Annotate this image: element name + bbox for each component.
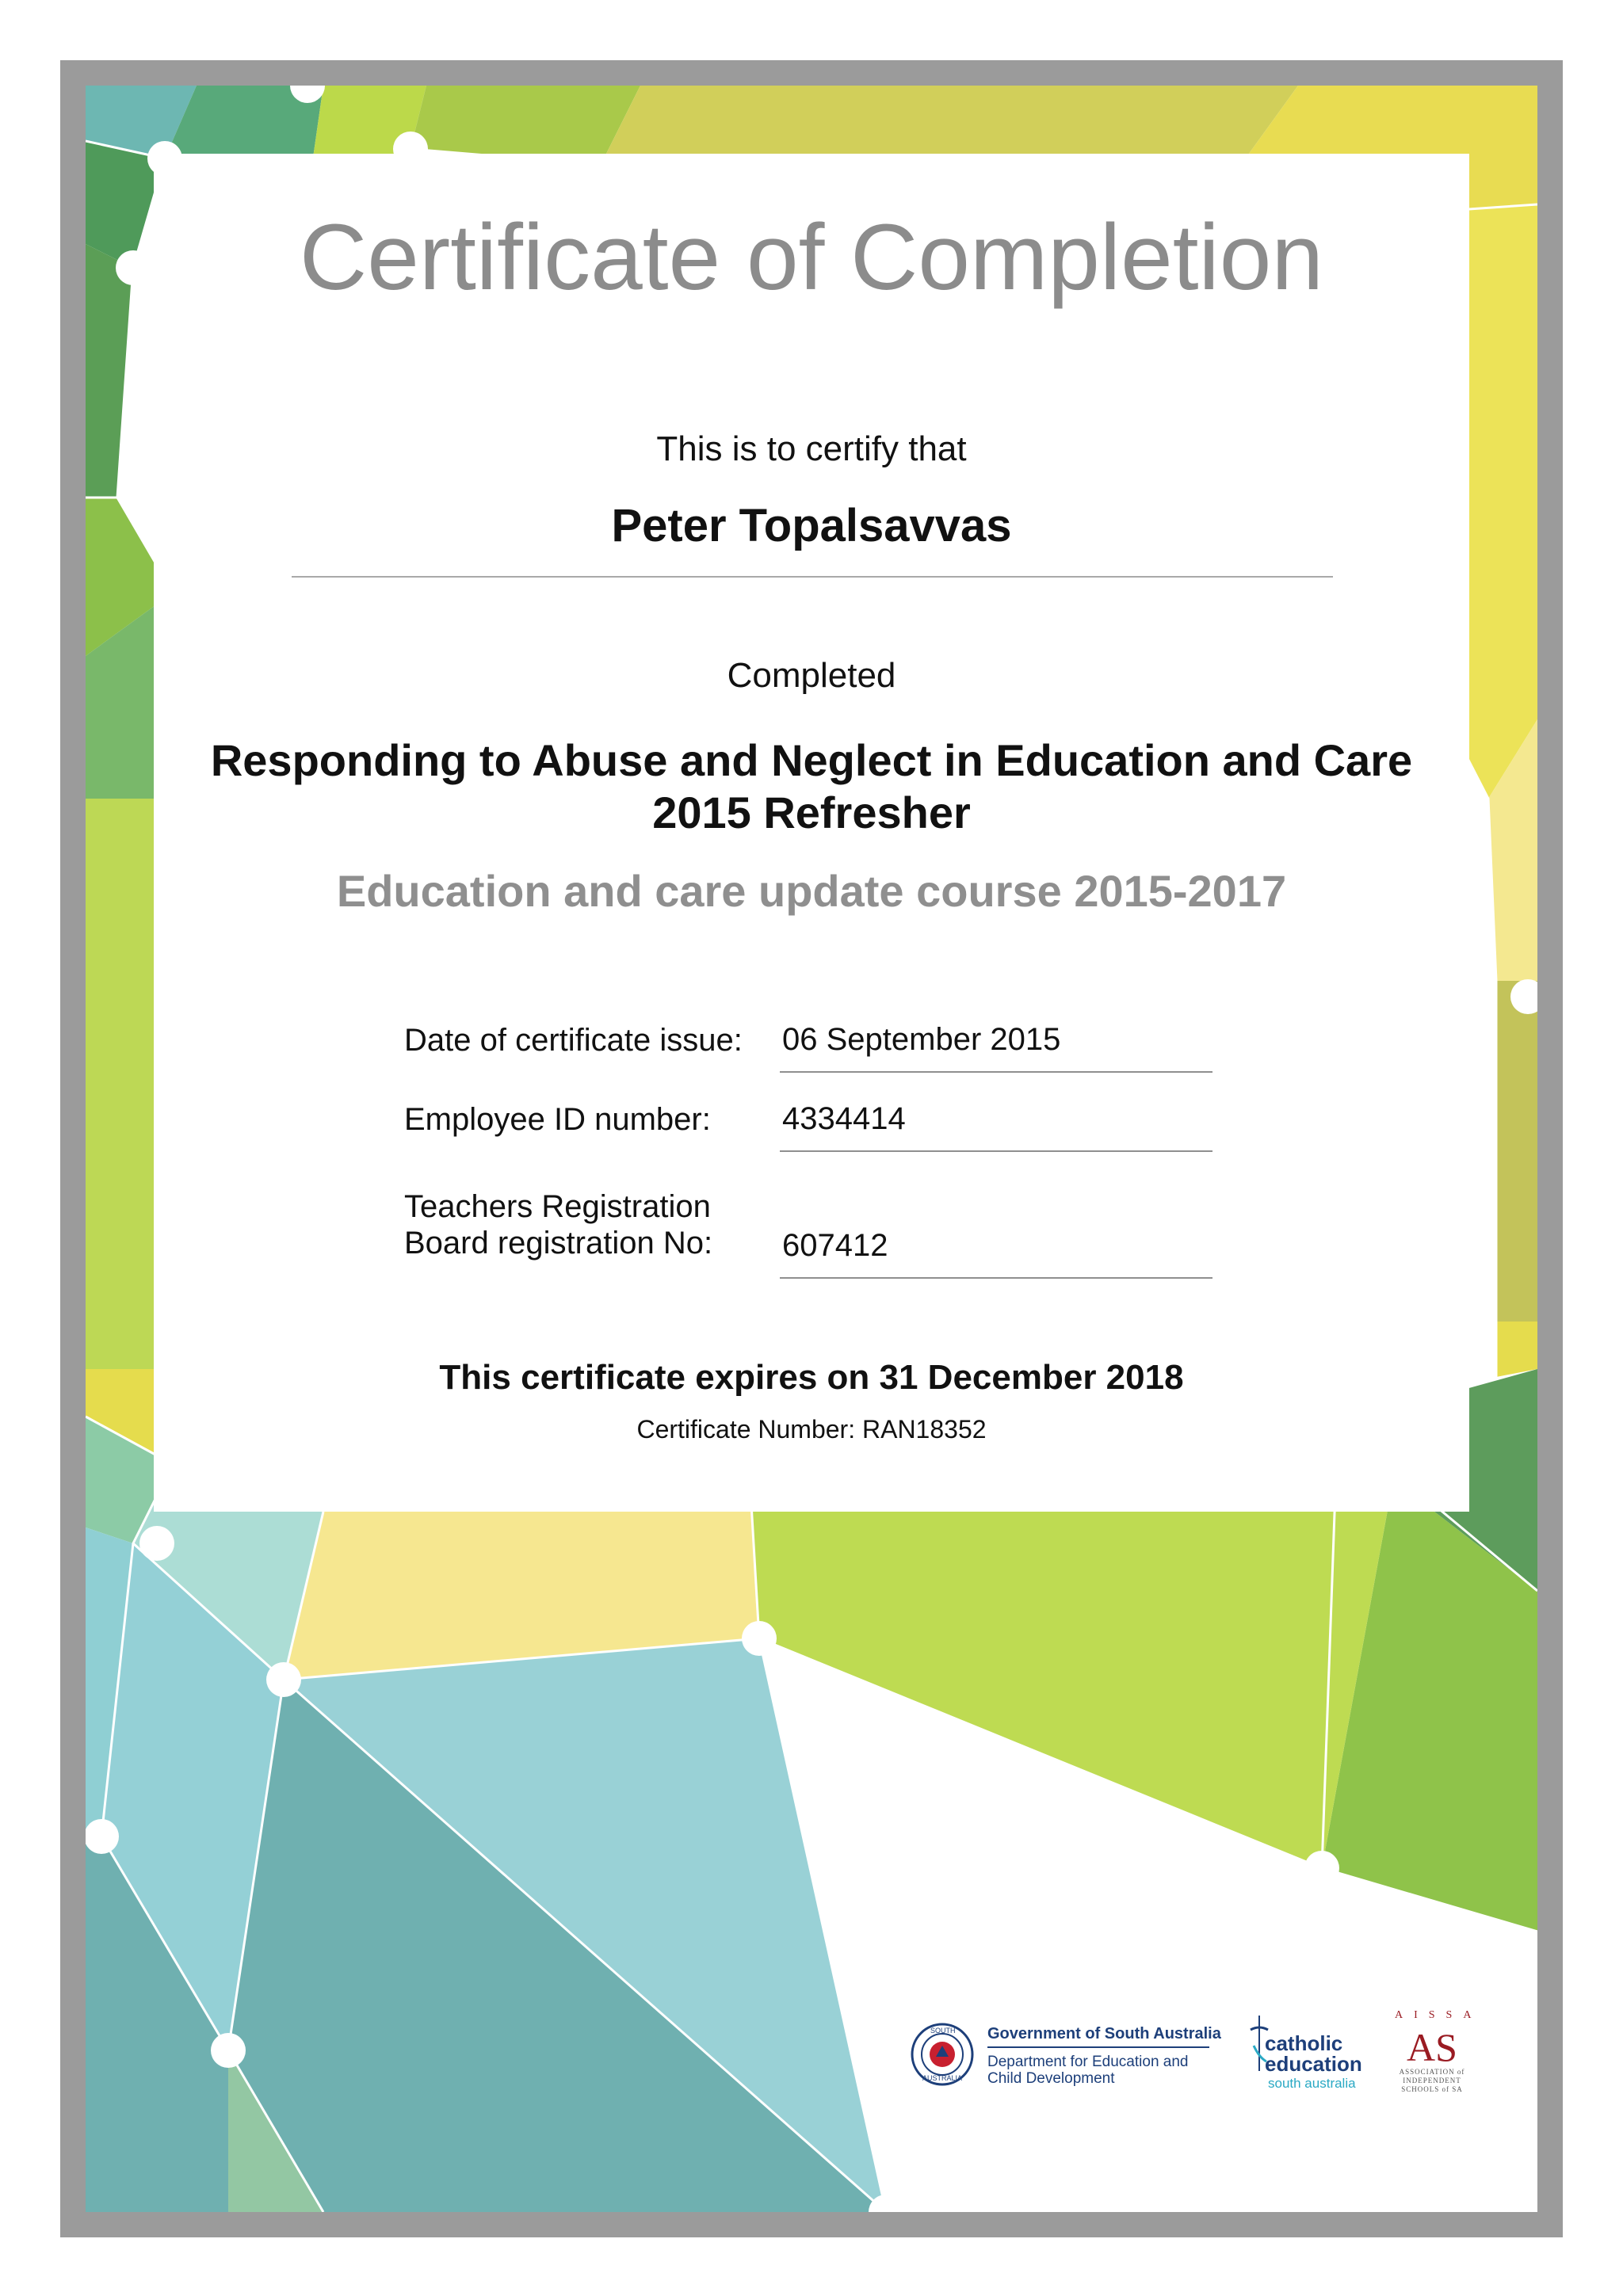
gov-divider: [987, 2046, 1209, 2048]
registration-value: 607412: [782, 1228, 888, 1263]
catholic-education-logo: [1239, 2012, 1366, 2100]
gov-dept-line1: Department for Education and: [987, 2054, 1189, 2070]
registration-label-line1: Teachers Registration: [404, 1189, 711, 1224]
certificate-title: Certificate of Completion: [299, 205, 1323, 310]
registration-label: [404, 1188, 712, 1261]
gov-department: [987, 2054, 1225, 2087]
certificate-number: Certificate Number: RAN18352: [636, 1415, 987, 1444]
catholic-line1: catholic: [1265, 2031, 1343, 2055]
employee-id-label: Employee ID number:: [404, 1102, 711, 1137]
completed-label: Completed: [727, 656, 896, 695]
issue-date-value: 06 September 2015: [782, 1022, 1061, 1057]
course-title-line1: Responding to Abuse and Neglect in Education and Care: [210, 735, 1413, 785]
issue-date-label: Date of certificate issue:: [404, 1023, 743, 1058]
aissa-sub3: SCHOOLS of SA: [1401, 2085, 1463, 2093]
seal-text-top: SOUTH: [930, 2027, 956, 2035]
course-title: [154, 734, 1469, 839]
registration-label-line2: Board registration No:: [404, 1226, 713, 1261]
gov-title: Government of South Australia: [987, 2025, 1221, 2042]
course-title-line2: 2015 Refresher: [652, 788, 971, 837]
employee-id-value: 4334414: [782, 1101, 906, 1136]
aissa-sub1: ASSOCIATION of: [1399, 2068, 1465, 2076]
government-sa-logo: [910, 2022, 1227, 2088]
certify-intro: This is to certify that: [656, 429, 967, 468]
employee-id-underline: [780, 1150, 1212, 1152]
aissa-sub2: INDEPENDENT: [1403, 2077, 1461, 2084]
catholic-line2: education: [1265, 2052, 1362, 2076]
issue-date-underline: [780, 1071, 1212, 1073]
recipient-name: Peter Topalsavvas: [611, 500, 1012, 551]
course-subtitle: Education and care update course 2015-2017: [336, 866, 1287, 916]
seal-text-bottom: AUSTRALIA: [922, 2074, 963, 2082]
aissa-mark: AS: [1407, 2025, 1457, 2069]
gov-dept-line2: Child Development: [987, 2070, 1115, 2087]
aissa-logo: [1388, 2009, 1483, 2104]
expiry-notice: This certificate expires on 31 December 2018: [439, 1358, 1184, 1397]
certificate-panel: [154, 154, 1469, 1512]
aissa-acronym: AISSA: [1395, 2009, 1483, 2021]
catholic-line3: south australia: [1268, 2076, 1356, 2091]
name-underline: [292, 576, 1333, 578]
registration-underline: [780, 1277, 1212, 1279]
